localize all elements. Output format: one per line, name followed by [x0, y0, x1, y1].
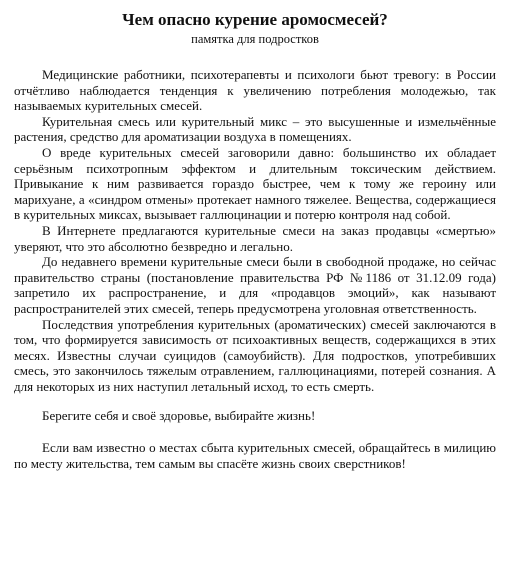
slogan: Берегите себя и своё здоровье, выбирайте жизнь! — [42, 408, 316, 424]
document-subtitle: памятка для подростков — [191, 32, 319, 46]
paragraph-definition: Курительная смесь или курительный микс – это высушенные и измельчённые растения, средство для ароматизации воздуха в помещениях. — [14, 113, 496, 145]
paragraph-internet: В Интернете предлагаются курительные смеси на заказ продавцы «смертью» уверяют, что это абсолютно безвредно и легально. — [14, 222, 496, 254]
paragraph-consequences: Последствия употребления курительных (ароматических) смесей заключаются в том, что формируется зависимость от психоактивных веществ, содержащихся в этих месях. Известны случаи суицидов (самоубийств). Для подростков, употребивших смесь, это закончилось тяжелым отравлением, галлюцинациями, потерей сознания. А для некоторых из них наступил летальный исход, то есть смерть. — [14, 316, 496, 394]
paragraph-harm: О вреде курительных смесей заговорили давно: большинство их обладает серьёзным психотропным эффектом и длительным токсическим действием. Привыкание к ним развивается гораздо быстрее, чем к тому же героину или марихуане, а «синдром отмены» протекает намного тяжелее. Вещества, содержащиеся в курительных миксах, вызывает галлюцинации и потерю контроля над собой. — [14, 144, 496, 223]
document-title: Чем опасно курение аромосмесей? — [122, 10, 388, 29]
paragraph-law: До недавнего времени курительные смеси были в свободной продаже, но сейчас правительство страны (постановление правительства РФ №1186 от 31.12.09 года) запретило их распространение, и для «продавцов эмоций», как называют распространителей этих смесей, теперь предусмотрена уголовная ответственность. — [14, 254, 496, 316]
closing-appeal: Если вам известно о местах сбыта курительных смесей, обращайтесь в милицию по месту жительства, тем самым вы спасёте жизнь своих сверстников! — [14, 440, 496, 471]
paragraph-alarm: Медицинские работники, психотерапевты и психологи бьют тревогу: в России отчётливо наблюдается тенденция к увеличению потребления молодежью, так называемых курительных смесей. — [14, 67, 496, 114]
